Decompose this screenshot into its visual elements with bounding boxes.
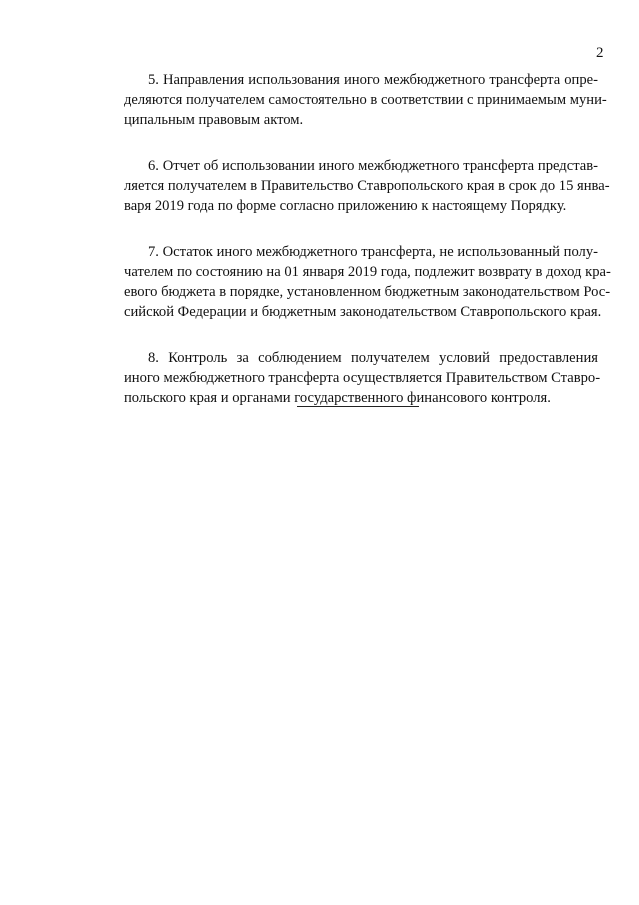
paragraph-line: 5. Направления использования иного межбюджетного трансферта опре- xyxy=(148,72,598,88)
paragraph-line: ципальным правовым актом. xyxy=(124,112,304,128)
closing-separator-line xyxy=(297,406,419,407)
paragraph-line: деляются получателем самостоятельно в соответствии с принимаемым муни- xyxy=(124,92,607,108)
paragraph-line: 7. Остаток иного межбюджетного трансферта, не использованный полу- xyxy=(148,244,598,260)
paragraph-8 xyxy=(124,348,601,408)
paragraph-5 xyxy=(124,70,607,130)
paragraph-line: 6. Отчет об использовании иного межбюджетного трансферта представ- xyxy=(148,158,598,174)
paragraph-line: иного межбюджетного трансферта осуществляется Правительством Ставро- xyxy=(124,370,601,386)
paragraph-6 xyxy=(124,156,610,216)
paragraph-line: 8. Контроль за соблюдением получателем условий предоставления xyxy=(148,350,598,366)
paragraph-7 xyxy=(124,242,611,322)
document-body xyxy=(124,70,611,434)
page-number: 2 xyxy=(596,45,604,61)
paragraph-line: польского края и органами государственного финансового контроля. xyxy=(124,390,551,406)
paragraph-line: варя 2019 года по форме согласно приложению к настоящему Порядку. xyxy=(124,198,567,214)
paragraph-line: ляется получателем в Правительство Ставропольского края в срок до 15 янва- xyxy=(124,178,610,194)
paragraph-line: сийской Федерации и бюджетным законодательством Ставропольского края. xyxy=(124,304,602,320)
paragraph-line: евого бюджета в порядке, установленном бюджетным законодательством Рос- xyxy=(124,284,611,300)
paragraph-line: чателем по состоянию на 01 января 2019 года, подлежит возврату в доход кра- xyxy=(124,264,611,280)
